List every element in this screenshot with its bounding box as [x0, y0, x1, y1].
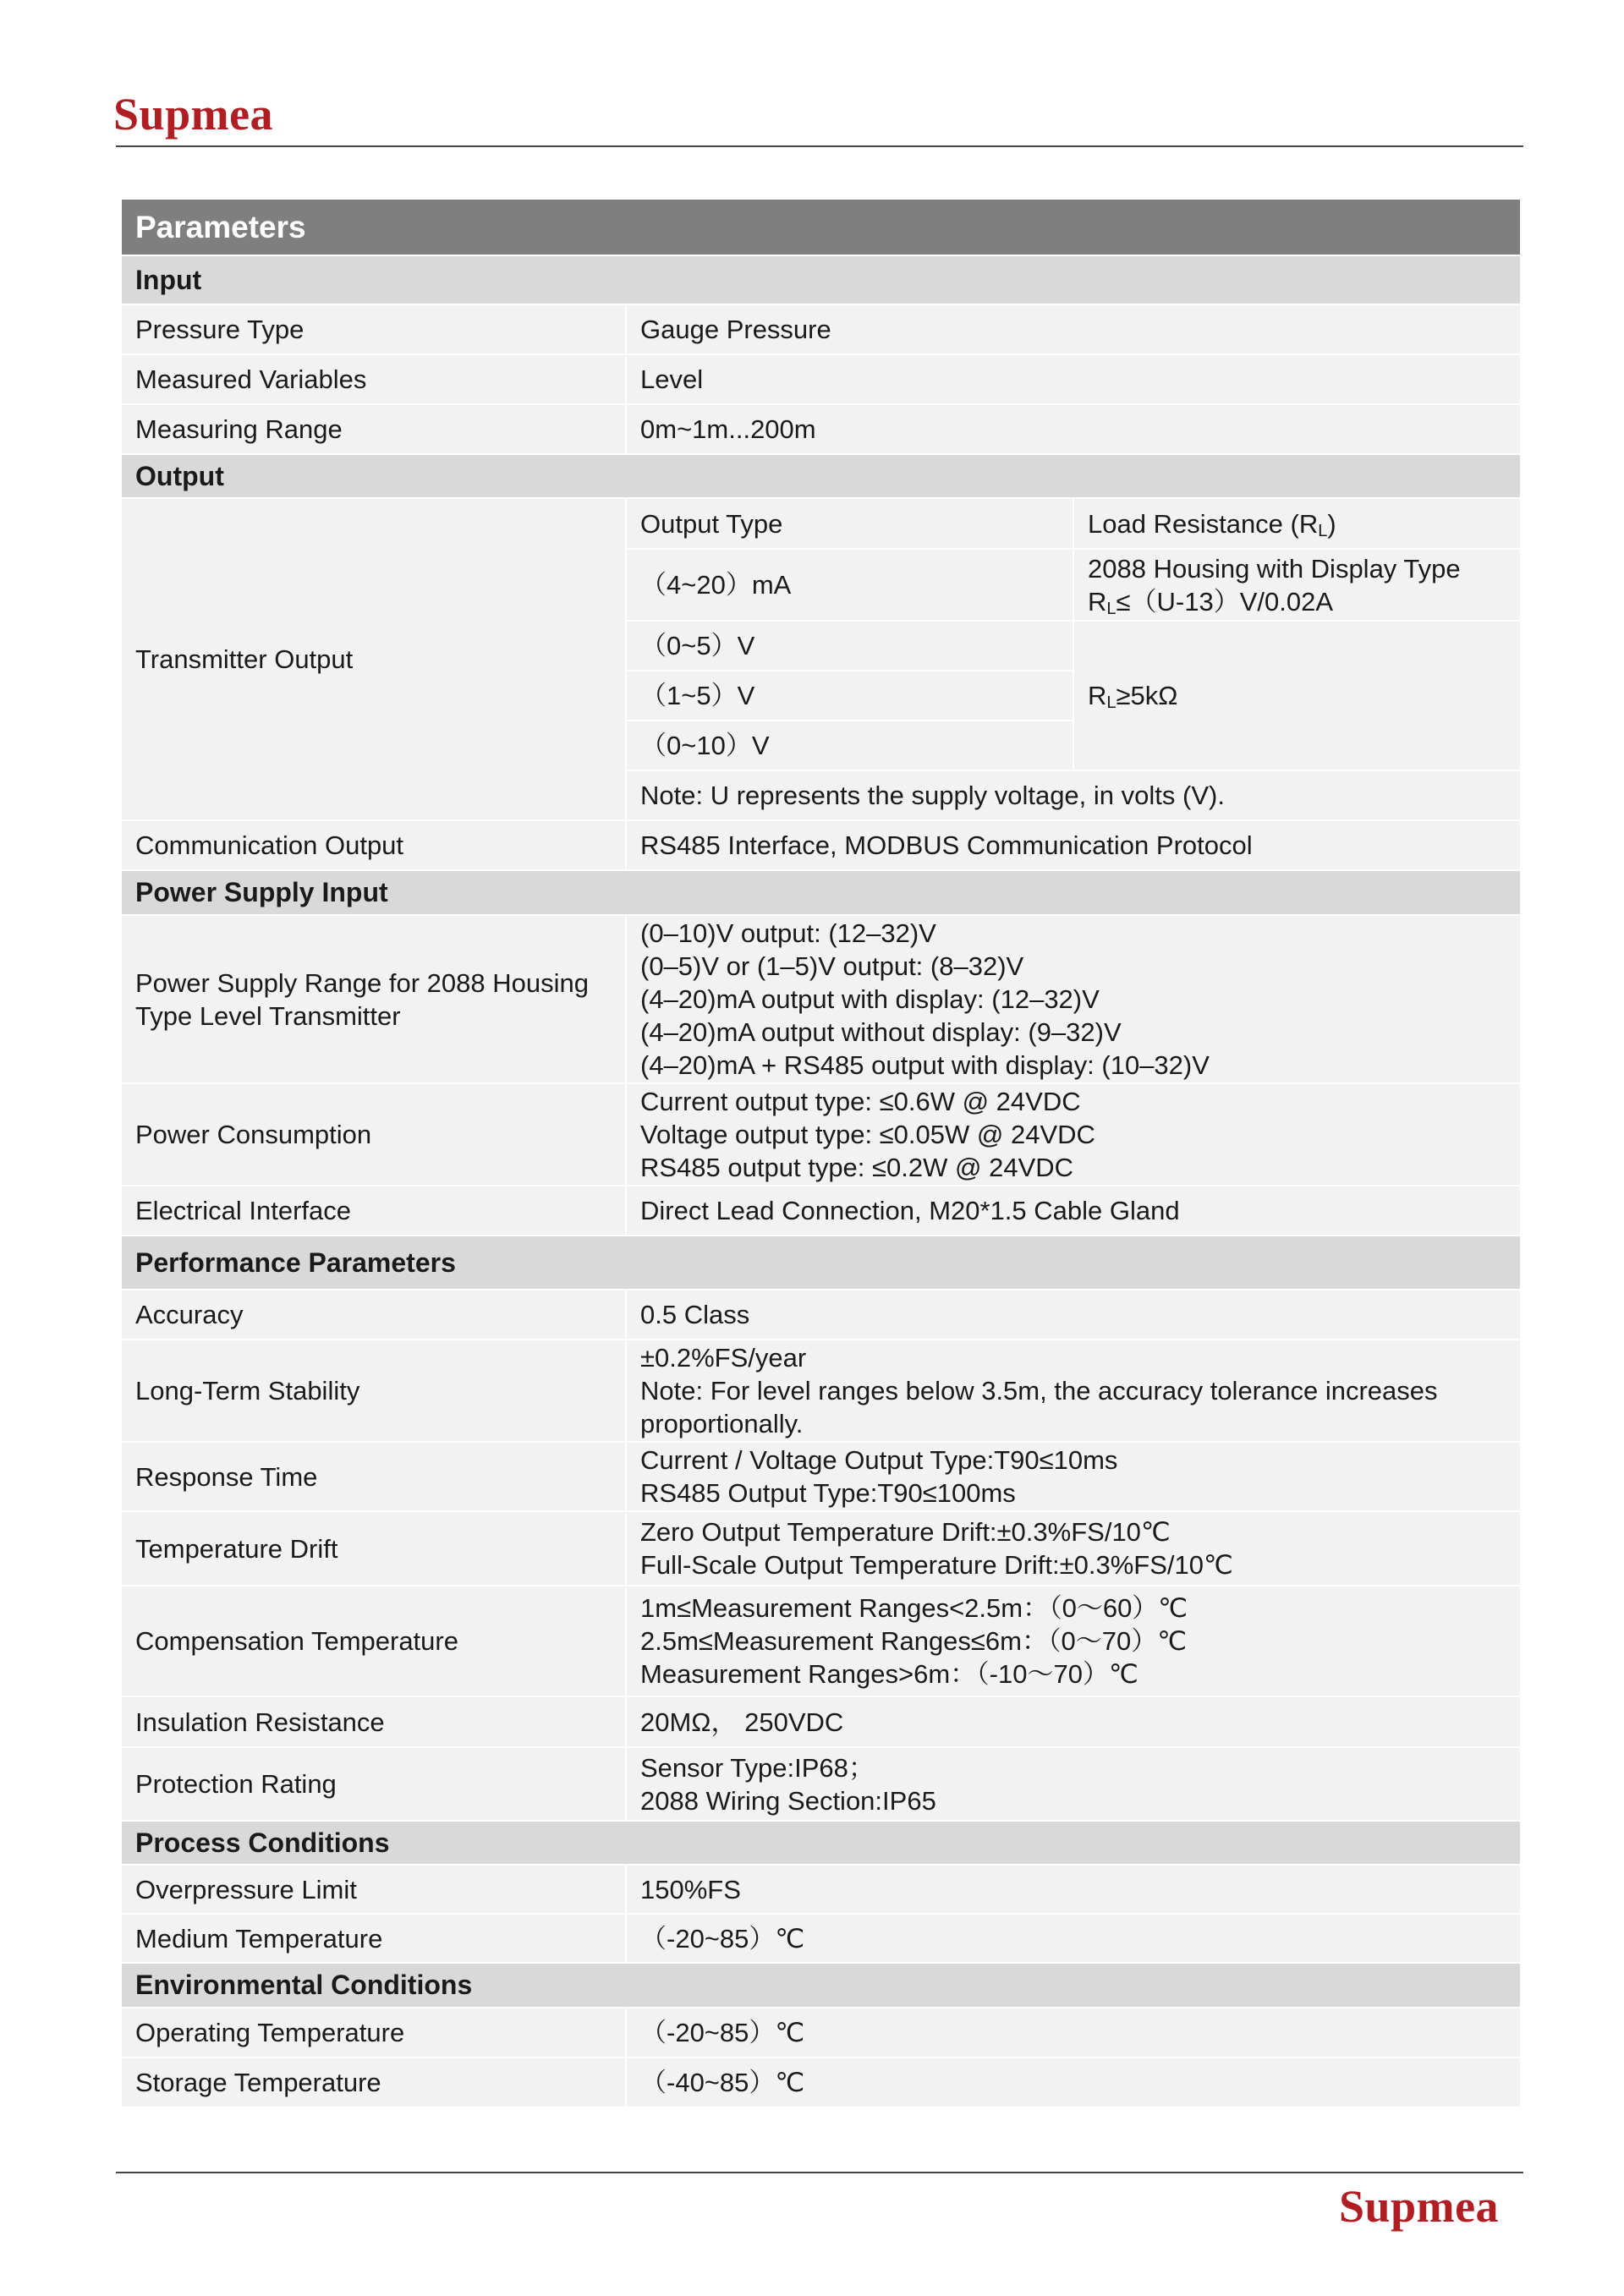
output-type-v: （1~5）V	[626, 671, 1073, 721]
section-heading-power: Power Supply Input	[121, 870, 1521, 915]
table-row	[121, 2058, 1521, 2107]
table-row	[121, 915, 1521, 1083]
row-value: Level	[626, 354, 1521, 404]
output-type-header: Output Type	[626, 498, 1073, 549]
output-type-v: （0~5）V	[626, 621, 1073, 671]
row-value: （-40~85）℃	[626, 2058, 1521, 2107]
table-row	[121, 1586, 1521, 1696]
table-row	[121, 1511, 1521, 1586]
section-row-power	[121, 870, 1521, 915]
row-label: Operating Temperature	[121, 2008, 626, 2058]
row-value: Gauge Pressure	[626, 304, 1521, 354]
table-row	[121, 1747, 1521, 1821]
row-value-multiline: Sensor Type:IP68； 2088 Wiring Section:IP65	[626, 1747, 1521, 1821]
row-label: Insulation Resistance	[121, 1696, 626, 1747]
section-row-environment	[121, 1963, 1521, 2008]
row-label: Long-Term Stability	[121, 1340, 626, 1442]
table-row	[121, 354, 1521, 404]
row-value: Direct Lead Connection, M20*1.5 Cable Gland	[626, 1186, 1521, 1236]
table-row	[121, 498, 1521, 549]
table-title: Parameters	[121, 199, 1521, 255]
parameters-table	[120, 198, 1522, 2108]
row-label: Protection Rating	[121, 1747, 626, 1821]
load-resistance-v: $R_L\ge 5k\Omega$	[1073, 621, 1521, 770]
table-row	[121, 1442, 1521, 1511]
table-row	[121, 2008, 1521, 2058]
row-label: Electrical Interface	[121, 1186, 626, 1236]
brand-logo-top: Supmea	[113, 89, 274, 140]
section-row-output	[121, 454, 1521, 498]
row-value: RS485 Interface, MODBUS Communication Protocol	[626, 820, 1521, 870]
section-heading-input: Input	[121, 255, 1521, 304]
section-row-process	[121, 1821, 1521, 1865]
section-heading-performance: Performance Parameters	[121, 1236, 1521, 1290]
table-row	[121, 1696, 1521, 1747]
row-value: 150%FS	[626, 1865, 1521, 1914]
row-label: Temperature Drift	[121, 1511, 626, 1586]
table-row	[121, 1340, 1521, 1442]
row-label: Response Time	[121, 1442, 626, 1511]
row-label: Measuring Range	[121, 404, 626, 454]
table-row	[121, 1186, 1521, 1236]
header-divider	[116, 145, 1523, 147]
row-label: Communication Output	[121, 820, 626, 870]
section-heading-process: Process Conditions	[121, 1821, 1521, 1865]
row-value-multiline: 1m≤Measurement Ranges<2.5m：（0～60）℃ 2.5m≤Measurement Ranges≤6m：（0～70）℃ Measurement Ranges>6m：（-10～70）℃	[626, 1586, 1521, 1696]
table-row	[121, 1083, 1521, 1186]
row-value: （-20~85）℃	[626, 2008, 1521, 2058]
row-value-multiline: ±0.2%FS/year Note: For level ranges below 3.5m, the accuracy tolerance increases proportionally.	[626, 1340, 1521, 1442]
section-heading-output: Output	[121, 454, 1521, 498]
table-row	[121, 1865, 1521, 1914]
table-row	[121, 1914, 1521, 1963]
row-label: Storage Temperature	[121, 2058, 626, 2107]
table-row	[121, 404, 1521, 454]
table-title-row	[121, 199, 1521, 255]
load-resistance-ma: 2088 Housing with Display Type $R_L\le(U-13)V/0.02A$	[1073, 549, 1521, 621]
section-row-performance	[121, 1236, 1521, 1290]
output-type-ma: （4~20）mA	[626, 549, 1073, 621]
table-row	[121, 304, 1521, 354]
row-label: Overpressure Limit	[121, 1865, 626, 1914]
row-label: Measured Variables	[121, 354, 626, 404]
row-label: Power Consumption	[121, 1083, 626, 1186]
brand-logo-bottom: Supmea	[1339, 2181, 1500, 2232]
table-row	[121, 820, 1521, 870]
row-value: 0m~1m...200m	[626, 404, 1521, 454]
row-label: Accuracy	[121, 1290, 626, 1340]
row-value: 0.5 Class	[626, 1290, 1521, 1340]
output-type-v: （0~10）V	[626, 721, 1073, 770]
row-value: （-20~85）℃	[626, 1914, 1521, 1963]
row-value-multiline: Zero Output Temperature Drift:±0.3%FS/10℃ Full-Scale Output Temperature Drift:±0.3%FS/10℃	[626, 1511, 1521, 1586]
load-resistance-header: Load Resistance $(R_L)$	[1073, 498, 1521, 549]
transmitter-output-label: Transmitter Output	[121, 498, 626, 820]
row-label: Pressure Type	[121, 304, 626, 354]
row-label: Compensation Temperature	[121, 1586, 626, 1696]
row-label: Medium Temperature	[121, 1914, 626, 1963]
row-value: 20MΩ， 250VDC	[626, 1696, 1521, 1747]
section-row-input	[121, 255, 1521, 304]
row-value-multiline: Current output type: ≤0.6W @ 24VDC Voltage output type: ≤0.05W @ 24VDC RS485 output type: ≤0.2W @ 24VDC	[626, 1083, 1521, 1186]
table-row	[121, 1290, 1521, 1340]
section-heading-environment: Environmental Conditions	[121, 1963, 1521, 2008]
footer-divider	[116, 2172, 1523, 2173]
row-value-multiline: Current / Voltage Output Type:T90≤10ms RS485 Output Type:T90≤100ms	[626, 1442, 1521, 1511]
row-label: Power Supply Range for 2088 Housing Type Level Transmitter	[121, 915, 626, 1083]
row-value-multiline: (0–10)V output: (12–32)V (0–5)V or (1–5)V output: (8–32)V (4–20)mA output with display: (12–32)V (4–20)mA output without display: (9–32)V (4–20)mA + RS485 output with display: (10–32)V	[626, 915, 1521, 1083]
output-note: Note: U represents the supply voltage, in volts (V).	[626, 770, 1521, 820]
